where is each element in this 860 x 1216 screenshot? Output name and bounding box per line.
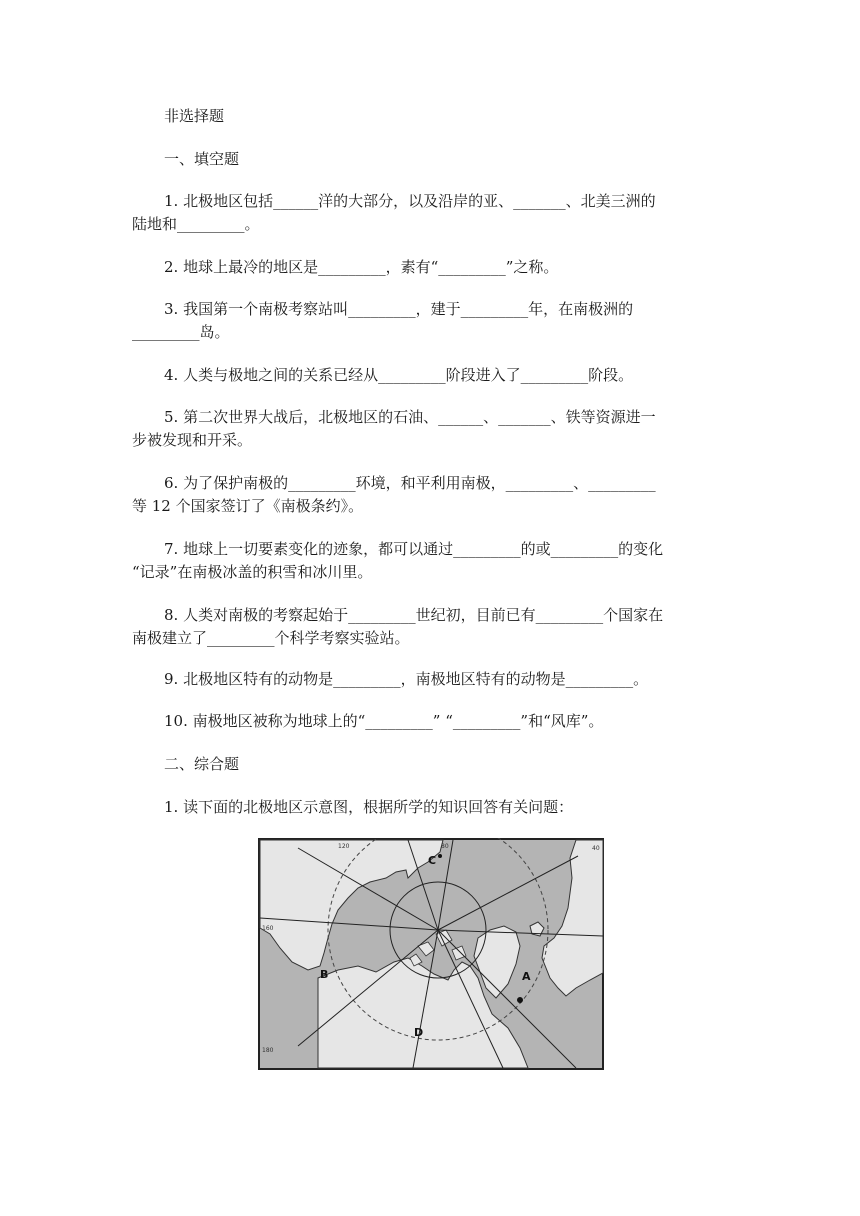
question-line: 7. 地球上一切要素变化的迹象，都可以通过_________的或_________的变化	[164, 540, 664, 558]
map-label-c: C	[428, 854, 437, 867]
question-line: 2. 地球上最冷的地区是_________，素有“_________”之称。	[164, 258, 559, 276]
section-heading-comprehensive: 二、综合题	[164, 755, 240, 773]
question-line: 步被发现和开采。	[132, 431, 253, 449]
question-line: 4. 人类与极地之间的关系已经从_________阶段进入了_________阶段。	[164, 366, 634, 384]
map-degree-160: 160	[262, 925, 274, 932]
question-line: “记录”在南极冰盖的积雪和冰川里。	[132, 563, 373, 581]
question-line: 3. 我国第一个南极考察站叫_________，建于_________年，在南极洲的	[164, 300, 634, 318]
map-point-a	[517, 997, 523, 1003]
question-line: 5. 第二次世界大战后，北极地区的石油、______、_______、铁等资源进一	[164, 408, 656, 426]
map-degree-180: 180	[262, 1047, 274, 1054]
question-line: 10. 南极地区被称为地球上的“_________” “_________”和“风库”。	[164, 712, 604, 730]
map-label-a: A	[522, 970, 531, 983]
question-line: 8. 人类对南极的考察起始于_________世纪初，目前已有_________个国家在	[164, 606, 664, 624]
arctic-map	[258, 838, 604, 1070]
question-line: 等 12 个国家签订了《南极条约》。	[132, 497, 364, 515]
map-label-b: B	[320, 968, 329, 981]
map-point-c	[438, 854, 442, 858]
question-line: 9. 北极地区特有的动物是_________，南极地区特有的动物是_________。	[164, 670, 649, 688]
section-heading-fill-in: 一、填空题	[164, 150, 240, 168]
map-question: 1. 读下面的北极地区示意图，根据所学的知识回答有关问题：	[164, 798, 574, 816]
map-degree-40: 40	[592, 845, 600, 852]
map-degree-80: 80	[441, 843, 449, 850]
question-line: 南极建立了_________个科学考察实验站。	[132, 629, 410, 647]
question-line: 陆地和_________。	[132, 215, 260, 233]
map-degree-120: 120	[338, 843, 350, 850]
question-line: 1. 北极地区包括______洋的大部分，以及沿岸的亚、_______、北美三洲的	[164, 192, 656, 210]
page-title: 非选择题	[164, 107, 225, 125]
question-line: _________岛。	[132, 323, 230, 341]
map-label-d: D	[414, 1026, 424, 1039]
question-line: 6. 为了保护南极的_________环境，和平利用南极，_________、_________	[164, 474, 656, 492]
